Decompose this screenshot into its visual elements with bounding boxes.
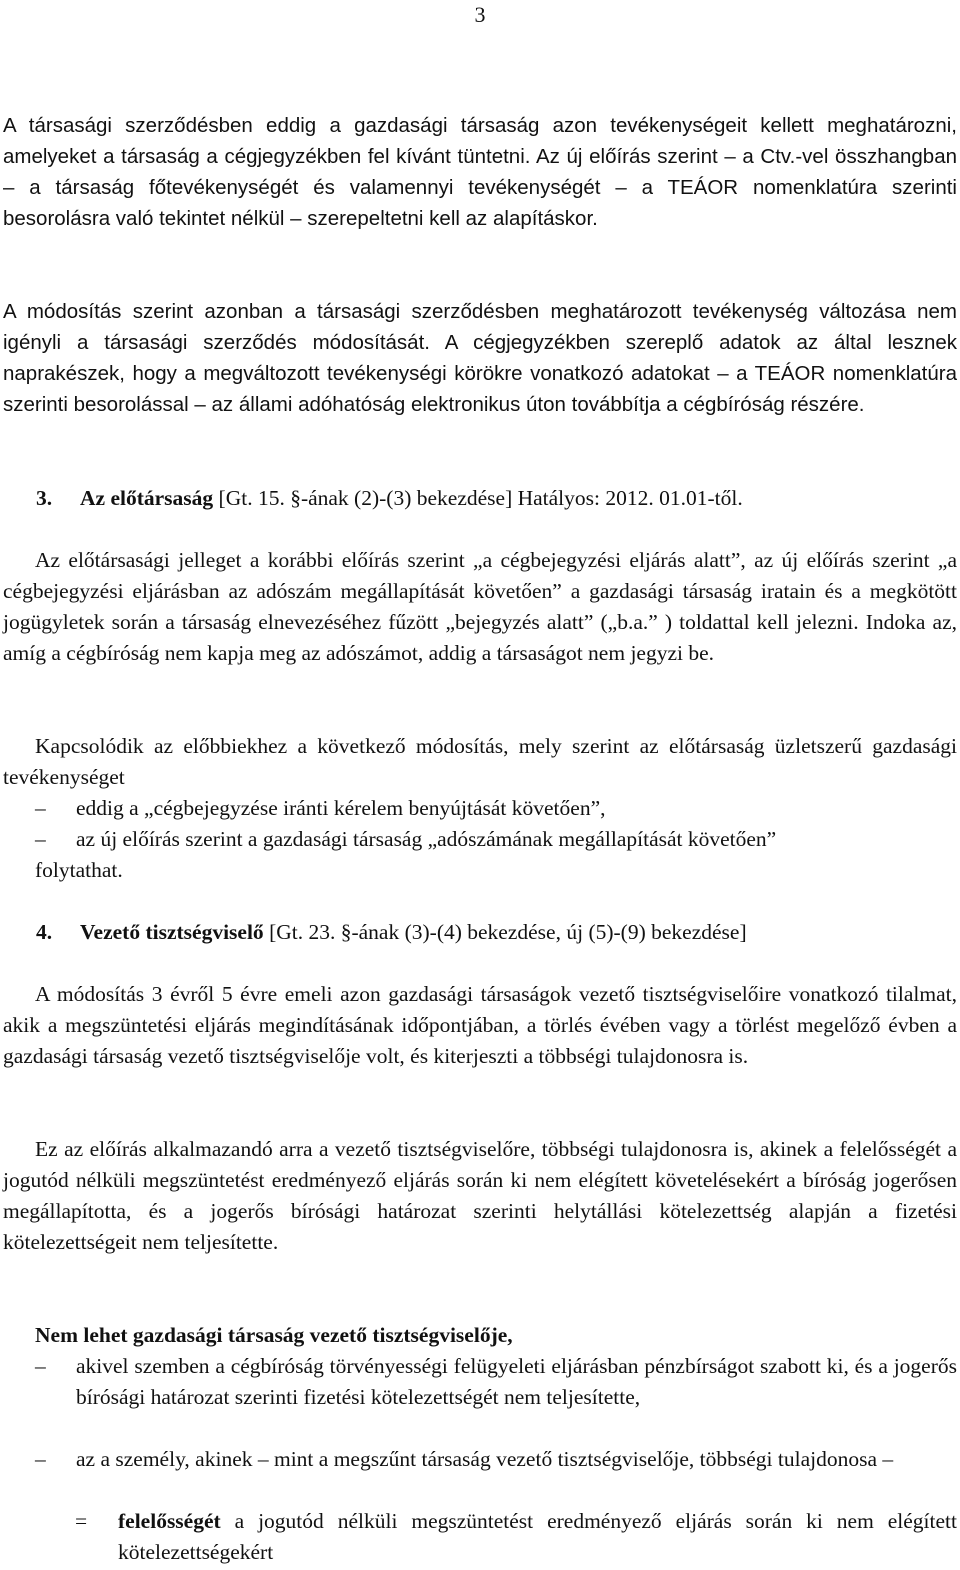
dash-marker: – bbox=[35, 1354, 46, 1378]
list-item: – az új előírás szerint a gazdasági társaság „adószámának megállapítását követően” bbox=[3, 824, 957, 855]
dash-marker: – bbox=[35, 796, 46, 820]
section-number: 4. bbox=[36, 920, 53, 944]
page-number: 3 bbox=[474, 2, 486, 27]
list-item: – az a személy, akinek – mint a megszűnt társaság vezető tisztségviselője, többségi tulajdonosa – bbox=[3, 1444, 957, 1475]
paragraph-prohibition: A módosítás 3 évről 5 évre emeli azon gazdasági társaságok vezető tisztségviselőire vonatkozó tilalmat, akik a megszüntetési eljárás megindításának időpontjában, a törlés évében vagy a törlést megelőző évben a gazdasági társaság vezető tisztségviselője volt, és kiterjeszti a többségi tulajdonosra is. bbox=[3, 982, 957, 1068]
sub-list-item: = felelősségét a jogutód nélküli megszüntetést eredményező eljárás során ki nem elégített kötelezettségekért bbox=[3, 1506, 957, 1568]
section-title: Vezető tisztségviselő bbox=[80, 920, 264, 944]
dash-marker: – bbox=[35, 1447, 46, 1471]
section-heading-pre-company bbox=[36, 483, 956, 514]
paragraph-continuation: folytathat. bbox=[35, 858, 123, 882]
equals-marker: = bbox=[75, 1509, 88, 1533]
section-heading-executive bbox=[36, 917, 956, 948]
list-item: – eddig a „cégbejegyzése iránti kérelem benyújtását követően”, bbox=[3, 793, 957, 824]
paragraph-related-amendment: Kapcsolódik az előbbiekhez a következő módosítás, mely szerint az előtársaság üzletszerű gazdasági tevékenységet bbox=[3, 734, 957, 789]
dash-marker: – bbox=[35, 827, 46, 851]
section-reference: [Gt. 15. §-ának (2)-(3) bekezdése] Hatályos: 2012. 01.01-től. bbox=[213, 486, 743, 510]
section-number: 3. bbox=[36, 486, 53, 510]
section-reference: [Gt. 23. §-ának (3)-(4) bekezdése, új (5)-(9) bekezdése] bbox=[263, 920, 747, 944]
list-item: – akivel szemben a cégbíróság törvényességi felügyeleti eljárásban pénzbírságot szabott ki, és a jogerős bírósági határozat szerinti fizetési kötelezettségét nem teljesítette, bbox=[3, 1351, 957, 1413]
list-heading: Nem lehet gazdasági társaság vezető tisztségviselője, bbox=[35, 1323, 513, 1347]
paragraph-activities: A társasági szerződésben eddig a gazdasági társaság azon tevékenységeit kellett meghatározni, amelyeket a társaság a cégjegyzékben fel kívánt tüntetni. Az új előírás szerint – a Ctv.-vel összhangban – a társaság főtevékenységét és valamennyi tevékenységét – a TEÁOR nomenklatúra szerinti besorolásra való tekintet nélkül – szerepeltetni kell az alapításkor. bbox=[3, 114, 957, 230]
paragraph-applicability: Ez az előírás alkalmazandó arra a vezető tisztségviselőre, többségi tulajdonosra is, akinek a felelősségét a jogutód nélküli megszüntetést eredményező eljárás során ki nem elégített követelésekért a bíróság jogerősen megállapította, és a jogerős bírósági határozat szerinti helytállási kötelezettség alapján a fizetési kötelezettségeit nem teljesítette. bbox=[3, 1137, 957, 1254]
paragraph-pre-company: Az előtársasági jelleget a korábbi előírás szerint „a cégbejegyzési eljárás alatt”, az új előírás szerint „a cégbejegyzési eljárásban az adószám megállapítását követően” a gazdasági társaság iratain és a megkötött jogügyletek során a társaság elnevezéséhez fűzött „bejegyzés alatt” („b.a.” ) toldattal kell jelezni. Indoka az, amíg a cégbíróság nem kapja meg az adószámot, addig a társaságot nem jegyzi be. bbox=[3, 548, 957, 665]
paragraph-amendment: A módosítás szerint azonban a társasági szerződésben meghatározott tevékenység változása nem igényli a társasági szerződés módosítását. A cégjegyzékben szereplő adatok az által lesznek naprakészek, hogy a megváltozott tevékenységi körökre vonatkozó adatokat – a TEÁOR nomenklatúra szerinti besorolással – az állami adóhatóság elektronikus úton továbbítja a cégbíróság részére. bbox=[3, 300, 957, 416]
section-title: Az előtársaság bbox=[80, 486, 214, 510]
